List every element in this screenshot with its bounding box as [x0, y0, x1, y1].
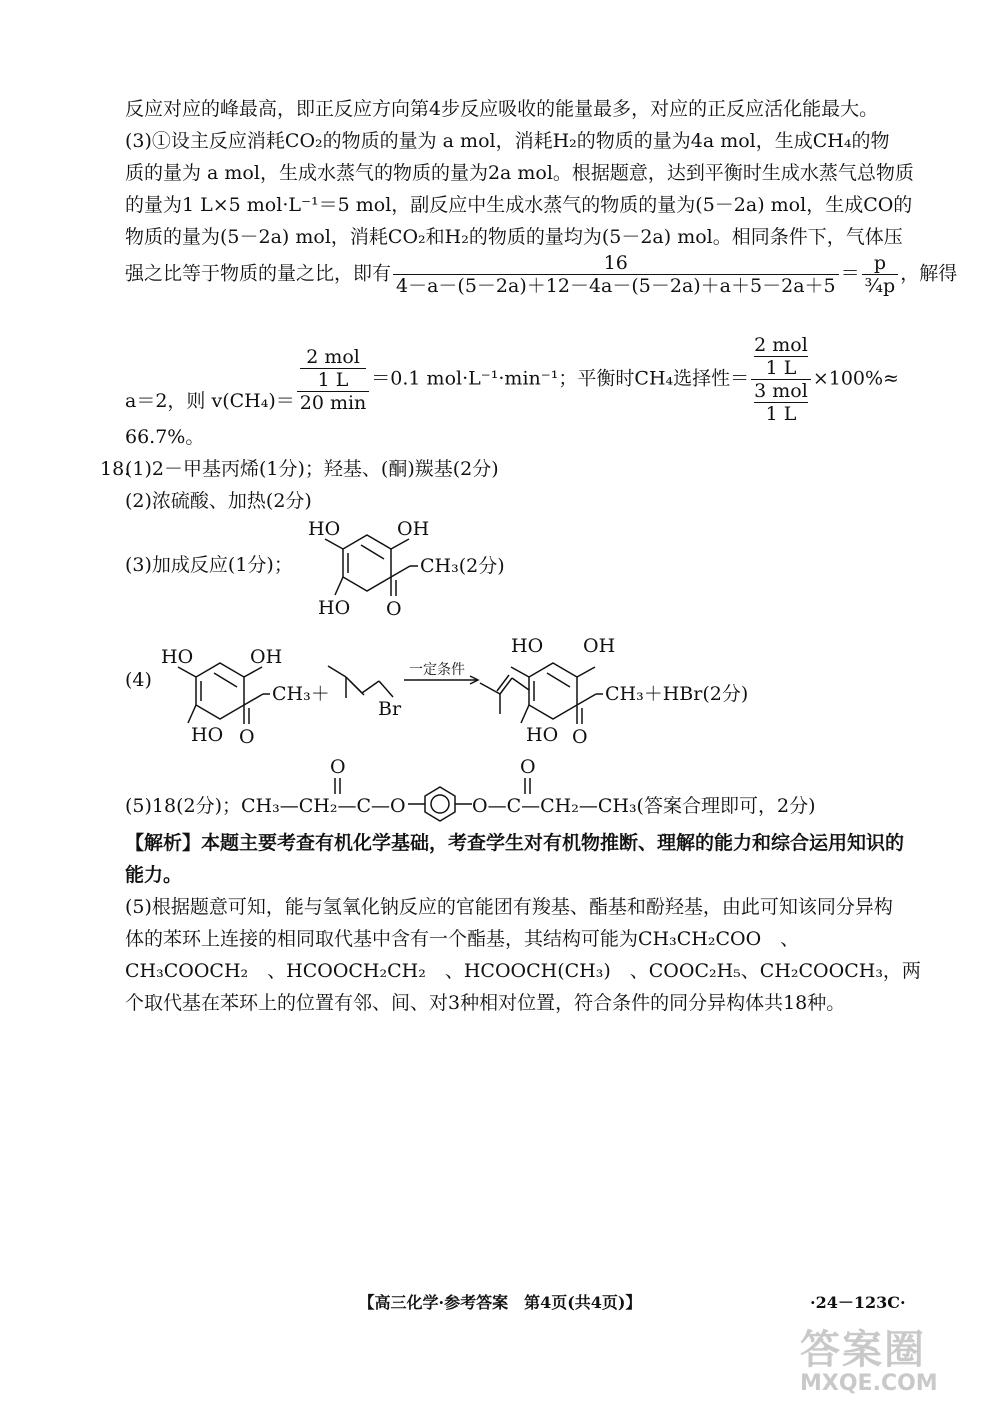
fraction-numerator: p	[862, 252, 899, 275]
answer-part-1: (1)2－甲基丙烯(1分)；羟基、(酮)羰基(2分)	[125, 458, 499, 480]
analysis-line: CH₃COOCH₂ 、HCOOCH₂CH₂ 、HCOOCH(CH₃) 、COOC₂H₅、CH₂COOCH₃，两	[125, 960, 921, 982]
answer-part-3: (3)加成反应(1分)；	[125, 554, 293, 576]
page-code: ·24－123C·	[810, 1293, 906, 1312]
eq-prefix: 强之比等于物质的量之比，即有	[125, 262, 392, 285]
fraction-denominator: 1 L	[317, 368, 349, 391]
question-number: 18.	[100, 458, 131, 480]
page-footer: 【高三化学·参考答案 第4页(共4页)】	[358, 1293, 642, 1312]
ho-label: HO	[191, 724, 224, 746]
text-line: 反应对应的峰最高，即正反应方向第4步反应吸收的能量最多，对应的正反应活化能最大。	[125, 98, 879, 120]
ester-tail: O—C—CH₂—CH₃(答案合理即可，2分)	[472, 795, 816, 817]
ho-label: HO	[526, 724, 559, 746]
oh-label: OH	[583, 635, 616, 657]
fraction-numerator: 2 mol	[300, 346, 367, 369]
fraction-denominator: 1 L	[765, 403, 797, 425]
equals-sign: ＝	[840, 262, 860, 285]
rate-mid: ＝0.1 mol·L⁻¹·min⁻¹；平衡时CH₄选择性＝	[371, 367, 750, 390]
o-label: O	[520, 756, 536, 778]
answer-part-2: (2)浓硫酸、加热(2分)	[125, 490, 312, 512]
o-label: O	[239, 726, 255, 748]
reaction-condition: 一定条件	[409, 662, 465, 678]
fraction-numerator: 16	[393, 252, 839, 275]
part3-score: CH₃(2分)	[420, 555, 505, 577]
fraction-numerator: 3 mol	[754, 380, 808, 402]
oh-label: OH	[397, 518, 430, 540]
ho-label: HO	[308, 518, 341, 540]
ho-label: HO	[318, 597, 351, 619]
selectivity-suffix: ×100%≈	[812, 367, 899, 390]
fraction-denominator: 1 L	[765, 357, 797, 379]
fraction-denominator: 20 min	[299, 391, 367, 414]
fraction-denominator: ¾p	[864, 275, 896, 297]
rate-prefix: a＝2，则 v(CH₄)＝	[125, 389, 295, 412]
text-line: 物质的量为(5－2a) mol，消耗CO₂和H₂的物质的量均为(5－2a) mol。相同条件下，气体压	[125, 226, 903, 248]
product-tail: CH₃＋HBr(2分)	[605, 683, 749, 705]
o-label: O	[386, 598, 402, 620]
analysis-line	[125, 830, 904, 856]
text-line: 质的量为 a mol，生成水蒸气的物质的量为2a mol。根据题意，达到平衡时生成水蒸气总物质	[125, 162, 914, 184]
br-label: Br	[378, 698, 402, 720]
text-line: 的量为1 L×5 mol·L⁻¹＝5 mol，副反应中生成水蒸气的物质的量为(5－2a) mol，生成CO的	[125, 194, 913, 216]
analysis-text: 本题主要考查有机化学基础，考查学生对有机物推断、理解的能力和综合运用知识的	[201, 832, 905, 854]
answer-part-5: (5)18(2分)；CH₃—CH₂—C—O	[125, 795, 406, 817]
analysis-line: (5)根据题意可知，能与氢氧化钠反应的官能团有羧基、酯基和酚羟基，由此可知该同分异构	[125, 896, 893, 918]
answer-part-4: (4)	[125, 669, 152, 691]
o-label: O	[330, 756, 346, 778]
oh-label: OH	[250, 646, 283, 668]
analysis-line: 个取代基在苯环上的位置有邻、间、对3种相对位置，符合条件的同分异构体共18种。	[125, 992, 846, 1014]
analysis-title: 【解析】	[125, 832, 202, 854]
o-label: O	[572, 726, 588, 748]
text-line: (3)①设主反应消耗CO₂的物质的量为 a mol，消耗H₂的物质的量为4a mol，生成CH₄的物	[125, 130, 890, 152]
fraction-numerator: 2 mol	[754, 334, 808, 356]
fraction-denominator: 4－a－(5－2a)＋12－4a－(5－2a)＋a＋5－2a＋5	[396, 275, 836, 297]
analysis-line: 体的苯环上连接的相同取代基中含有一个酯基，其结构可能为CH₃CH₂COO 、	[125, 928, 800, 950]
watermark-logo: 答案圈 MXQE.COM	[800, 1327, 938, 1396]
text-line: 66.7%。	[125, 426, 205, 448]
analysis-line: 能力。	[125, 864, 183, 886]
eq-suffix: ，解得	[900, 262, 958, 285]
ho-label: HO	[511, 635, 544, 657]
reactant-ch3: CH₃＋	[272, 683, 330, 705]
ho-label: HO	[161, 646, 194, 668]
